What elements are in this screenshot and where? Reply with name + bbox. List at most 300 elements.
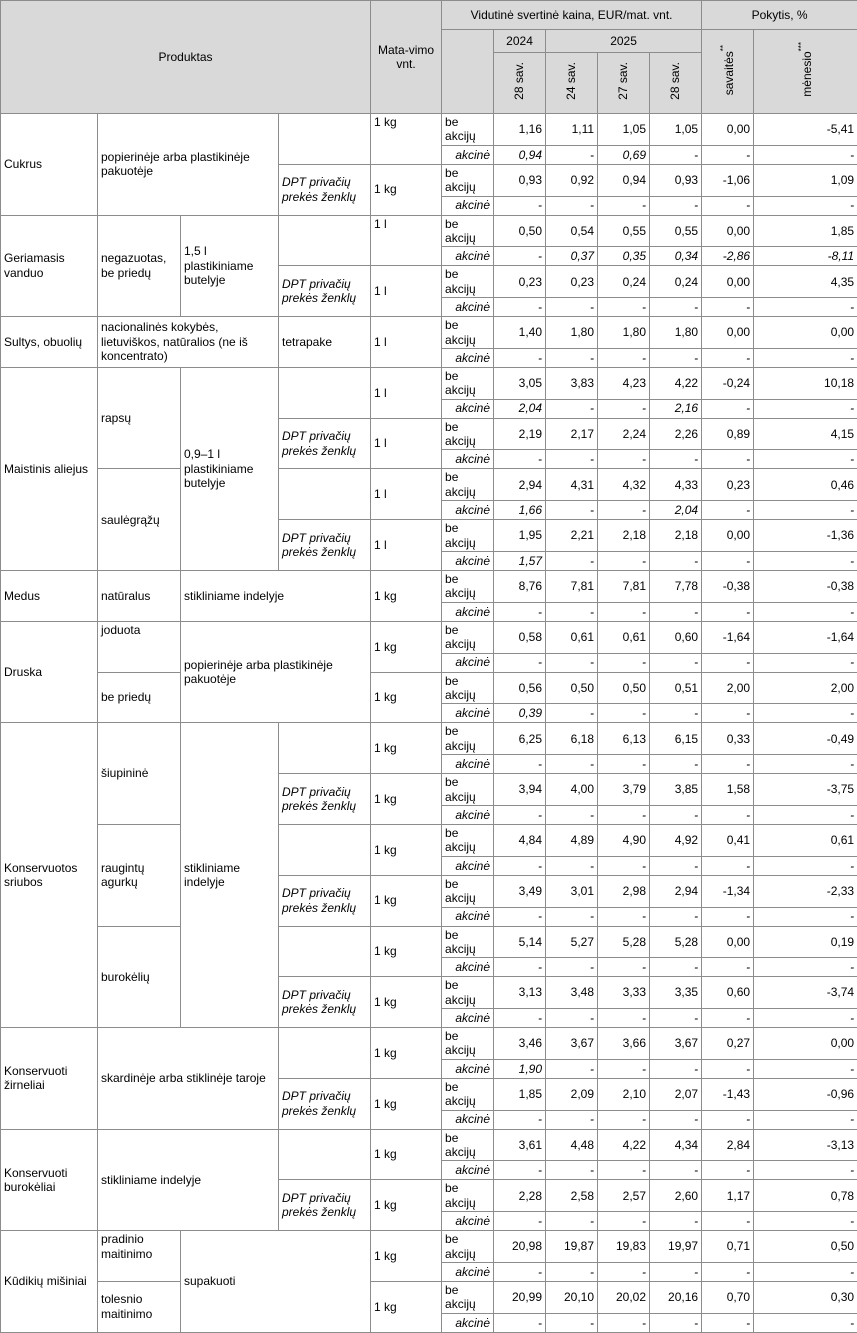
value-cell: -	[546, 145, 598, 164]
header-week-27: 27 sav.	[598, 53, 650, 114]
value-cell: 3,61	[494, 1129, 546, 1161]
value-cell: 2,17	[546, 418, 598, 450]
value-cell: 3,83	[546, 367, 598, 399]
value-cell: 0,00	[702, 926, 754, 958]
value-cell: -	[650, 755, 702, 774]
product-desc: be priedų	[98, 672, 181, 723]
value-cell: 0,23	[702, 469, 754, 501]
value-cell: -0,38	[702, 571, 754, 603]
header-produktas: Produktas	[1, 1, 371, 114]
value-cell: 5,28	[598, 926, 650, 958]
value-cell: 2,04	[650, 501, 702, 520]
value-cell: -	[754, 1262, 857, 1281]
value-cell: 0,35	[598, 247, 650, 266]
value-cell: 0,23	[494, 266, 546, 298]
product-name: Konservuoti žirneliai	[1, 1028, 98, 1130]
unit: 1 kg	[371, 1180, 442, 1231]
price-type-be-akciju: be akcijų	[442, 1231, 494, 1263]
value-cell: 2,10	[598, 1078, 650, 1110]
value-cell: -	[598, 501, 650, 520]
value-cell: 8,76	[494, 571, 546, 603]
value-cell: -	[546, 1212, 598, 1231]
value-cell: 0,00	[754, 1028, 857, 1060]
type-empty	[279, 367, 371, 418]
value-cell: -	[702, 653, 754, 672]
product-desc: popierinėje arba plastikinėje pakuotėje	[98, 114, 279, 216]
value-cell: 0,61	[598, 621, 650, 653]
value-cell: -	[546, 552, 598, 571]
value-cell: -0,49	[754, 723, 857, 755]
value-cell: 7,81	[598, 571, 650, 603]
price-type-be-akciju: be akcijų	[442, 317, 494, 349]
value-cell: -	[754, 348, 857, 367]
price-type-akcine: akcinė	[442, 348, 494, 367]
price-type-akcine: akcinė	[442, 552, 494, 571]
value-cell: 0,33	[702, 723, 754, 755]
header-blank	[442, 30, 494, 114]
product-name: Kūdikių mišiniai	[1, 1231, 98, 1333]
value-cell: 0,50	[598, 672, 650, 704]
value-cell: 3,46	[494, 1028, 546, 1060]
value-cell: 2,18	[598, 520, 650, 552]
value-cell: -	[546, 1009, 598, 1028]
product-name: Sultys, obuolių	[1, 317, 98, 368]
value-cell: 4,15	[754, 418, 857, 450]
value-cell: -	[598, 196, 650, 215]
value-cell: 2,09	[546, 1078, 598, 1110]
value-cell: -	[702, 1009, 754, 1028]
unit: 1 kg	[371, 723, 442, 774]
unit: 1 l	[371, 266, 442, 317]
value-cell: 0,00	[754, 317, 857, 349]
type-empty	[279, 114, 371, 165]
value-cell: -	[754, 755, 857, 774]
product-desc: saulėgrąžų	[98, 469, 181, 571]
value-cell: 5,27	[546, 926, 598, 958]
price-type-be-akciju: be akcijų	[442, 469, 494, 501]
value-cell: -	[650, 653, 702, 672]
value-cell: -	[650, 145, 702, 164]
private-label: DPT privačių prekės ženklų	[279, 774, 371, 825]
value-cell: -0,38	[754, 571, 857, 603]
value-cell: 2,19	[494, 418, 546, 450]
value-cell: -	[754, 805, 857, 824]
value-cell: -2,86	[702, 247, 754, 266]
value-cell: -3,13	[754, 1129, 857, 1161]
value-cell: 2,16	[650, 399, 702, 418]
value-cell: 7,78	[650, 571, 702, 603]
type-empty	[279, 215, 371, 266]
value-cell: -	[546, 907, 598, 926]
value-cell: -	[494, 1313, 546, 1332]
unit: 1 kg	[371, 164, 442, 215]
value-cell: -	[702, 1161, 754, 1180]
product-pack: tetrapake	[279, 317, 371, 368]
header-year-2024: 2024	[494, 30, 546, 53]
private-label: DPT privačių prekės ženklų	[279, 164, 371, 215]
price-type-be-akciju: be akcijų	[442, 1281, 494, 1313]
value-cell: -	[702, 958, 754, 977]
value-cell: -	[754, 450, 857, 469]
product-desc: pradinio maitinimo	[98, 1231, 181, 1282]
value-cell: -	[494, 247, 546, 266]
value-cell: 0,37	[546, 247, 598, 266]
value-cell: 0,41	[702, 824, 754, 856]
value-cell: -	[650, 1161, 702, 1180]
value-cell: -1,43	[702, 1078, 754, 1110]
value-cell: 0,54	[546, 215, 598, 247]
value-cell: -	[546, 348, 598, 367]
price-type-akcine: akcinė	[442, 247, 494, 266]
value-cell: 0,94	[598, 164, 650, 196]
unit: 1 kg	[371, 1129, 442, 1180]
product-name: Geriamasis vanduo	[1, 215, 98, 317]
price-type-be-akciju: be akcijų	[442, 114, 494, 146]
private-label: DPT privačių prekės ženklų	[279, 1078, 371, 1129]
value-cell: -3,74	[754, 977, 857, 1009]
value-cell: -	[754, 958, 857, 977]
value-cell: -	[650, 856, 702, 875]
product-desc: rapsų	[98, 367, 181, 469]
value-cell: -	[598, 348, 650, 367]
value-cell: 0,50	[546, 672, 598, 704]
value-cell: -	[754, 704, 857, 723]
price-type-akcine: akcinė	[442, 1009, 494, 1028]
value-cell: -	[650, 805, 702, 824]
value-cell: -	[598, 907, 650, 926]
price-type-akcine: akcinė	[442, 755, 494, 774]
value-cell: 2,21	[546, 520, 598, 552]
value-cell: 2,26	[650, 418, 702, 450]
value-cell: -	[650, 196, 702, 215]
unit: 1 kg	[371, 875, 442, 926]
type-empty	[279, 926, 371, 977]
value-cell: 6,15	[650, 723, 702, 755]
value-cell: 2,58	[546, 1180, 598, 1212]
value-cell: 1,05	[598, 114, 650, 146]
product-pack: supakuoti	[181, 1231, 371, 1333]
value-cell: -	[598, 1059, 650, 1078]
product-desc: negazuotas, be priedų	[98, 215, 181, 317]
value-cell: -	[702, 1262, 754, 1281]
value-cell: -	[598, 298, 650, 317]
value-cell: 19,83	[598, 1231, 650, 1263]
price-type-akcine: akcinė	[442, 805, 494, 824]
product-name: Druska	[1, 621, 98, 723]
value-cell: 0,00	[702, 114, 754, 146]
value-cell: -	[702, 856, 754, 875]
value-cell: 0,30	[754, 1281, 857, 1313]
header-week-24: 24 sav.	[546, 53, 598, 114]
product-name: Konservuoti burokėliai	[1, 1129, 98, 1231]
value-cell: -2,33	[754, 875, 857, 907]
value-cell: 20,16	[650, 1281, 702, 1313]
value-cell: 4,92	[650, 824, 702, 856]
value-cell: 3,49	[494, 875, 546, 907]
value-cell: 4,22	[650, 367, 702, 399]
type-empty	[279, 1028, 371, 1079]
price-type-be-akciju: be akcijų	[442, 367, 494, 399]
value-cell: -	[546, 653, 598, 672]
value-cell: 0,39	[494, 704, 546, 723]
value-cell: -	[598, 602, 650, 621]
value-cell: -	[598, 1212, 650, 1231]
value-cell: 1,57	[494, 552, 546, 571]
value-cell: -	[598, 958, 650, 977]
value-cell: -	[546, 958, 598, 977]
value-cell: 4,32	[598, 469, 650, 501]
private-label: DPT privačių prekės ženklų	[279, 977, 371, 1028]
price-type-be-akciju: be akcijų	[442, 266, 494, 298]
value-cell: 1,11	[546, 114, 598, 146]
unit: 1 kg	[371, 114, 442, 165]
value-cell: -	[650, 1059, 702, 1078]
value-cell: 3,79	[598, 774, 650, 806]
value-cell: -	[754, 196, 857, 215]
product-desc: tolesnio maitinimo	[98, 1281, 181, 1332]
price-type-be-akciju: be akcijų	[442, 1028, 494, 1060]
price-type-akcine: akcinė	[442, 298, 494, 317]
value-cell: 0,34	[650, 247, 702, 266]
value-cell: -	[702, 450, 754, 469]
price-type-akcine: akcinė	[442, 907, 494, 926]
value-cell: 0,94	[494, 145, 546, 164]
value-cell: 4,33	[650, 469, 702, 501]
value-cell: 2,94	[650, 875, 702, 907]
price-type-akcine: akcinė	[442, 1161, 494, 1180]
unit: 1 kg	[371, 824, 442, 875]
value-cell: -0,24	[702, 367, 754, 399]
value-cell: 1,85	[494, 1078, 546, 1110]
value-cell: 2,84	[702, 1129, 754, 1161]
product-desc: burokėlių	[98, 926, 181, 1028]
value-cell: -	[650, 1009, 702, 1028]
value-cell: 2,18	[650, 520, 702, 552]
value-cell: 4,89	[546, 824, 598, 856]
value-cell: -	[702, 1212, 754, 1231]
value-cell: -1,64	[754, 621, 857, 653]
value-cell: -	[754, 1313, 857, 1332]
price-type-akcine: akcinė	[442, 958, 494, 977]
value-cell: 2,60	[650, 1180, 702, 1212]
value-cell: 10,18	[754, 367, 857, 399]
value-cell: -	[494, 856, 546, 875]
product-desc: joduota	[98, 621, 181, 672]
price-type-be-akciju: be akcijų	[442, 875, 494, 907]
value-cell: -	[702, 552, 754, 571]
value-cell: 3,94	[494, 774, 546, 806]
value-cell: 0,51	[650, 672, 702, 704]
unit: 1 kg	[371, 571, 442, 622]
header-week-28: 28 sav.	[650, 53, 702, 114]
value-cell: -	[754, 298, 857, 317]
value-cell: 1,40	[494, 317, 546, 349]
value-cell: 5,14	[494, 926, 546, 958]
value-cell: -8,11	[754, 247, 857, 266]
value-cell: -	[598, 755, 650, 774]
value-cell: -	[702, 755, 754, 774]
product-pack: popierinėje arba plastikinėje pakuotėje	[181, 621, 371, 723]
value-cell: -	[702, 907, 754, 926]
price-type-be-akciju: be akcijų	[442, 1180, 494, 1212]
value-cell: -	[650, 1212, 702, 1231]
value-cell: 1,17	[702, 1180, 754, 1212]
value-cell: 0,00	[702, 266, 754, 298]
value-cell: -	[650, 1262, 702, 1281]
value-cell: -	[546, 1161, 598, 1180]
value-cell: -	[702, 1313, 754, 1332]
type-empty	[279, 1129, 371, 1180]
value-cell: 0,24	[598, 266, 650, 298]
product-name: Cukrus	[1, 114, 98, 216]
price-type-akcine: akcinė	[442, 1059, 494, 1078]
value-cell: -	[598, 450, 650, 469]
value-cell: 1,95	[494, 520, 546, 552]
value-cell: 2,07	[650, 1078, 702, 1110]
value-cell: 0,60	[650, 621, 702, 653]
value-cell: 0,50	[494, 215, 546, 247]
value-cell: -	[650, 958, 702, 977]
value-cell: -	[546, 1313, 598, 1332]
value-cell: 2,00	[754, 672, 857, 704]
price-type-akcine: akcinė	[442, 450, 494, 469]
value-cell: 1,80	[650, 317, 702, 349]
unit: 1 kg	[371, 926, 442, 977]
header-menesio: mėnesio***	[754, 30, 857, 114]
value-cell: -	[754, 501, 857, 520]
value-cell: -1,64	[702, 621, 754, 653]
product-desc: stikliniame indelyje	[98, 1129, 279, 1231]
unit: 1 kg	[371, 621, 442, 672]
unit: 1 l	[371, 520, 442, 571]
value-cell: -	[754, 653, 857, 672]
value-cell: 0,71	[702, 1231, 754, 1263]
unit: 1 kg	[371, 977, 442, 1028]
value-cell: -	[702, 1110, 754, 1129]
value-cell: 4,48	[546, 1129, 598, 1161]
value-cell: 0,19	[754, 926, 857, 958]
value-cell: 20,10	[546, 1281, 598, 1313]
product-pack: 1,5 l plastikiniame butelyje	[181, 215, 279, 317]
value-cell: 4,31	[546, 469, 598, 501]
value-cell: -	[494, 348, 546, 367]
value-cell: 2,57	[598, 1180, 650, 1212]
value-cell: -	[650, 907, 702, 926]
value-cell: 19,87	[546, 1231, 598, 1263]
private-label: DPT privačių prekės ženklų	[279, 520, 371, 571]
private-label: DPT privačių prekės ženklų	[279, 266, 371, 317]
product-pack: 0,9–1 l plastikiniame butelyje	[181, 367, 279, 570]
value-cell: 0,00	[702, 317, 754, 349]
type-empty	[279, 469, 371, 520]
value-cell: 0,27	[702, 1028, 754, 1060]
value-cell: -	[650, 450, 702, 469]
value-cell: -	[494, 450, 546, 469]
value-cell: -	[546, 704, 598, 723]
unit: 1 l	[371, 317, 442, 368]
value-cell: 2,28	[494, 1180, 546, 1212]
value-cell: -	[598, 653, 650, 672]
value-cell: -	[546, 805, 598, 824]
value-cell: -	[598, 399, 650, 418]
value-cell: 0,56	[494, 672, 546, 704]
value-cell: -	[546, 399, 598, 418]
value-cell: 1,85	[754, 215, 857, 247]
value-cell: -	[494, 755, 546, 774]
value-cell: 0,58	[494, 621, 546, 653]
value-cell: -	[650, 298, 702, 317]
private-label: DPT privačių prekės ženklų	[279, 418, 371, 469]
value-cell: -	[702, 298, 754, 317]
value-cell: 5,28	[650, 926, 702, 958]
value-cell: 0,78	[754, 1180, 857, 1212]
value-cell: 4,34	[650, 1129, 702, 1161]
value-cell: 0,55	[598, 215, 650, 247]
value-cell: 4,00	[546, 774, 598, 806]
value-cell: -	[494, 653, 546, 672]
value-cell: -	[494, 1110, 546, 1129]
value-cell: 0,89	[702, 418, 754, 450]
value-cell: -	[598, 1161, 650, 1180]
product-desc: skardinėje arba stiklinėje taroje	[98, 1028, 279, 1130]
product-name: Medus	[1, 571, 98, 622]
value-cell: -	[494, 1009, 546, 1028]
price-type-be-akciju: be akcijų	[442, 418, 494, 450]
value-cell: 3,48	[546, 977, 598, 1009]
value-cell: 0,93	[494, 164, 546, 196]
unit: 1 l	[371, 418, 442, 469]
unit: 1 kg	[371, 1078, 442, 1129]
value-cell: 0,60	[702, 977, 754, 1009]
value-cell: 0,00	[702, 520, 754, 552]
value-cell: 1,90	[494, 1059, 546, 1078]
value-cell: -	[650, 348, 702, 367]
value-cell: -	[754, 1161, 857, 1180]
value-cell: -	[702, 196, 754, 215]
value-cell: -	[494, 1262, 546, 1281]
unit: 1 kg	[371, 1281, 442, 1332]
value-cell: -	[598, 856, 650, 875]
value-cell: -	[598, 704, 650, 723]
value-cell: 3,35	[650, 977, 702, 1009]
value-cell: -	[546, 501, 598, 520]
product-pack: stikliniame indelyje	[181, 571, 371, 622]
value-cell: -	[754, 1009, 857, 1028]
price-type-akcine: akcinė	[442, 145, 494, 164]
value-cell: 3,67	[650, 1028, 702, 1060]
value-cell: 0,46	[754, 469, 857, 501]
value-cell: -	[494, 196, 546, 215]
value-cell: -	[598, 805, 650, 824]
value-cell: 2,94	[494, 469, 546, 501]
value-cell: 4,23	[598, 367, 650, 399]
type-empty	[279, 824, 371, 875]
value-cell: -	[546, 196, 598, 215]
value-cell: -	[754, 552, 857, 571]
product-name: Konservuotos sriubos	[1, 723, 98, 1028]
value-cell: 1,58	[702, 774, 754, 806]
unit: 1 kg	[371, 1028, 442, 1079]
value-cell: 2,24	[598, 418, 650, 450]
price-type-be-akciju: be akcijų	[442, 621, 494, 653]
value-cell: 0,70	[702, 1281, 754, 1313]
unit: 1 kg	[371, 774, 442, 825]
unit: 1 l	[371, 215, 442, 266]
value-cell: 0,92	[546, 164, 598, 196]
value-cell: -1,36	[754, 520, 857, 552]
unit: 1 l	[371, 469, 442, 520]
value-cell: 0,61	[754, 824, 857, 856]
